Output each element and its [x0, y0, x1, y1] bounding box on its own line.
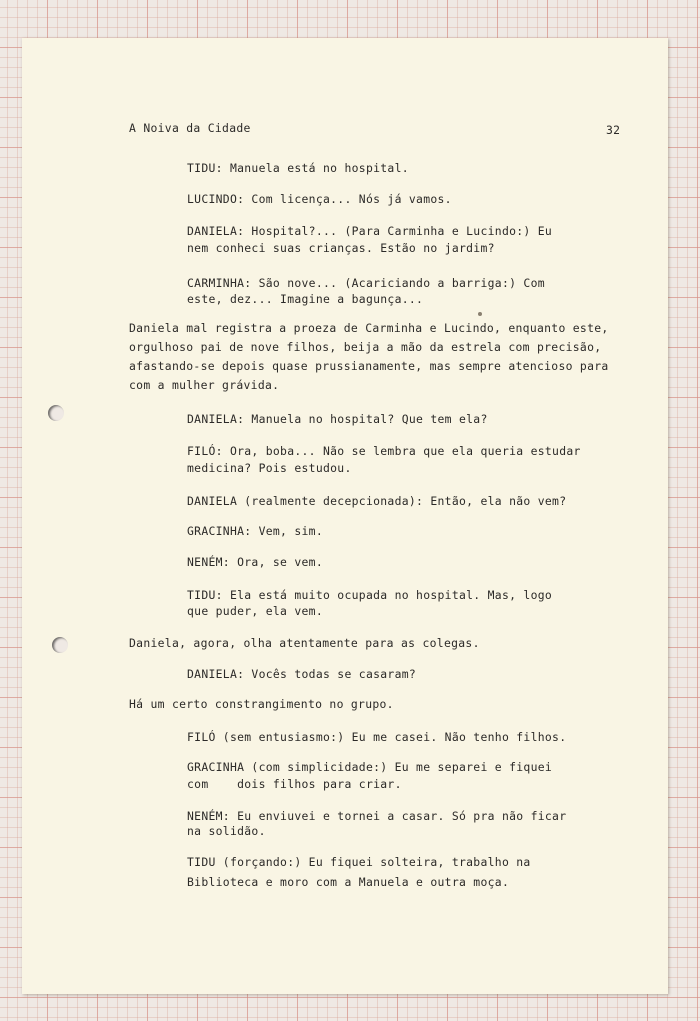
dialogue-line: que puder, ela vem.	[187, 604, 323, 618]
dialogue-line: FILÓ: Ora, boba... Não se lembra que ela queria estudar	[187, 444, 581, 458]
typewritten-page	[22, 38, 668, 994]
dialogue-line: DANIELA (realmente decepcionada): Então, ela não vem?	[187, 494, 567, 508]
dialogue-line: CARMINHA: São nove... (Acariciando a barriga:) Com	[187, 276, 545, 290]
dialogue-line: DANIELA: Hospital?... (Para Carminha e Lucindo:) Eu	[187, 224, 553, 238]
dialogue-line: TIDU (forçando:) Eu fiquei solteira, trabalho na	[187, 855, 531, 869]
dialogue-line: nem conheci suas crianças. Estão no jardim?	[187, 241, 495, 255]
dialogue-line: Biblioteca e moro com a Manuela e outra moça.	[187, 875, 510, 889]
dialogue-line: GRACINHA (com simplicidade:) Eu me separei e fiquei	[187, 760, 553, 774]
page-text	[22, 38, 668, 994]
dialogue-line: este, dez... Imagine a bagunça...	[187, 292, 424, 306]
stage-direction-line: com a mulher grávida.	[129, 378, 280, 392]
dialogue-line: GRACINHA: Vem, sim.	[187, 524, 323, 538]
dialogue-line: TIDU: Manuela está no hospital.	[187, 161, 409, 175]
dialogue-line: LUCINDO: Com licença... Nós já vamos.	[187, 192, 452, 206]
stage-direction-line: Há um certo constrangimento no grupo.	[129, 697, 394, 711]
stage-direction-line: Daniela mal registra a proeza de Carminha e Lucindo, enquanto este,	[129, 321, 609, 335]
dialogue-line: NENÉM: Eu enviuvei e tornei a casar. Só pra não ficar	[187, 809, 567, 823]
header-title: A Noiva da Cidade	[129, 121, 251, 135]
dialogue-line: medicina? Pois estudou.	[187, 461, 352, 475]
stage-direction-line: Daniela, agora, olha atentamente para as colegas.	[129, 636, 480, 650]
dialogue-line: NENÉM: Ora, se vem.	[187, 555, 323, 569]
dialogue-line: na solidão.	[187, 824, 266, 838]
dialogue-line: TIDU: Ela está muito ocupada no hospital. Mas, logo	[187, 588, 553, 602]
dialogue-line: DANIELA: Manuela no hospital? Que tem ela?	[187, 412, 488, 426]
dialogue-line: DANIELA: Vocês todas se casaram?	[187, 667, 417, 681]
dialogue-line: FILÓ (sem entusiasmo:) Eu me casei. Não tenho filhos.	[187, 730, 567, 744]
page-number: 32	[606, 123, 621, 137]
stage-direction-line: afastando-se depois quase prussianamente, mas sempre atencioso para	[129, 359, 609, 373]
dialogue-line: com dois filhos para criar.	[187, 777, 402, 791]
stage-direction-line: orgulhoso pai de nove filhos, beija a mão da estrela com precisão,	[129, 340, 602, 354]
